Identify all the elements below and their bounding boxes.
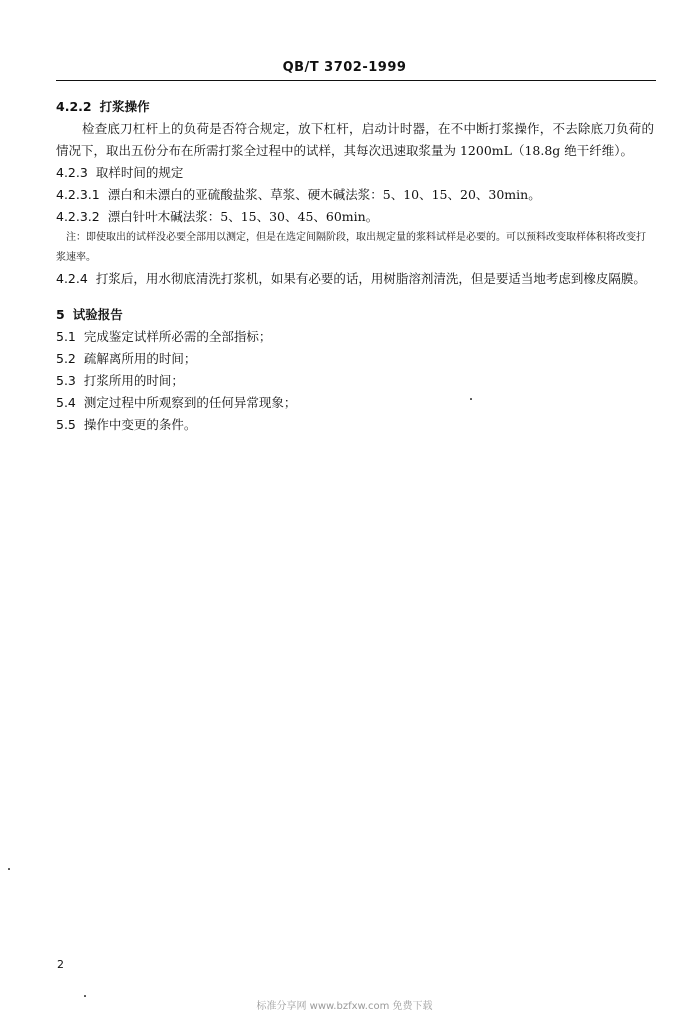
clause-4-2-3-1	[56, 184, 654, 206]
item-text: 疏解离所用的时间；	[83, 351, 197, 366]
clause-number: 4.2.3	[56, 165, 88, 180]
section-title: 试验报告	[72, 307, 123, 322]
clause-4-2-2-paragraph: 检查底刀杠杆上的负荷是否符合规定，放下杠杆，启动计时器，在不中断打浆操作，不去除底刀负荷的情况下，取出五份分布在所需打浆全过程中的试样，其每次迅速取浆量为 1200mL（18.8g 绝干纤维）。	[56, 121, 654, 158]
clause-4-2-4	[56, 268, 654, 290]
section-number: 5	[56, 307, 65, 322]
document-body	[56, 96, 654, 436]
clause-4-2-3-2	[56, 206, 654, 228]
report-item	[56, 370, 654, 392]
page-number: 2	[57, 958, 64, 971]
clause-number: 4.2.2	[56, 99, 92, 114]
item-text: 测定过程中所观察到的任何异常现象；	[83, 395, 297, 410]
item-number: 5.3	[56, 373, 76, 388]
header-divider	[56, 80, 656, 81]
item-number: 5.4	[56, 395, 76, 410]
item-text: 完成鉴定试样所必需的全部指标；	[83, 329, 272, 344]
scan-speck	[8, 868, 10, 870]
clause-number: 4.2.4	[56, 271, 88, 286]
clause-title: 取样时间的规定	[95, 165, 184, 180]
item-text: 打浆所用的时间；	[83, 373, 184, 388]
report-item	[56, 392, 654, 414]
clause-4-2-3-heading	[56, 162, 654, 184]
clause-number: 4.2.3.1	[56, 187, 100, 202]
report-item	[56, 414, 654, 436]
clause-4-2-2-heading	[56, 96, 654, 118]
clause-number: 4.2.3.2	[56, 209, 100, 224]
clause-text: 打浆后，用水彻底清洗打浆机，如果有必要的话，用树脂溶剂清洗，但是要适当地考虑到橡皮隔膜。	[95, 271, 646, 286]
note-paragraph: 注：即使取出的试样没必要全部用以测定，但是在选定间隔阶段，取出规定量的浆料试样是必要的。可以预料改变取样体积将改变打浆速率。	[56, 232, 646, 263]
standard-code-header: QB/T 3702-1999	[282, 60, 407, 75]
watermark-footer: 标准分享网 www.bzfxw.com 免费下载	[256, 1001, 433, 1012]
section-5-heading	[56, 304, 654, 326]
report-item	[56, 326, 654, 348]
clause-title: 打浆操作	[99, 99, 150, 114]
clause-text: 漂白针叶木碱法浆：5、15、30、45、60min。	[107, 209, 379, 224]
item-number: 5.1	[56, 329, 76, 344]
section-5	[56, 304, 654, 436]
item-number: 5.2	[56, 351, 76, 366]
report-item	[56, 348, 654, 370]
clause-text: 漂白和未漂白的亚硫酸盐浆、草浆、硬木碱法浆：5、10、15、20、30min。	[107, 187, 541, 202]
item-number: 5.5	[56, 417, 76, 432]
scan-speck	[470, 398, 472, 400]
item-text: 操作中变更的条件。	[83, 417, 197, 432]
